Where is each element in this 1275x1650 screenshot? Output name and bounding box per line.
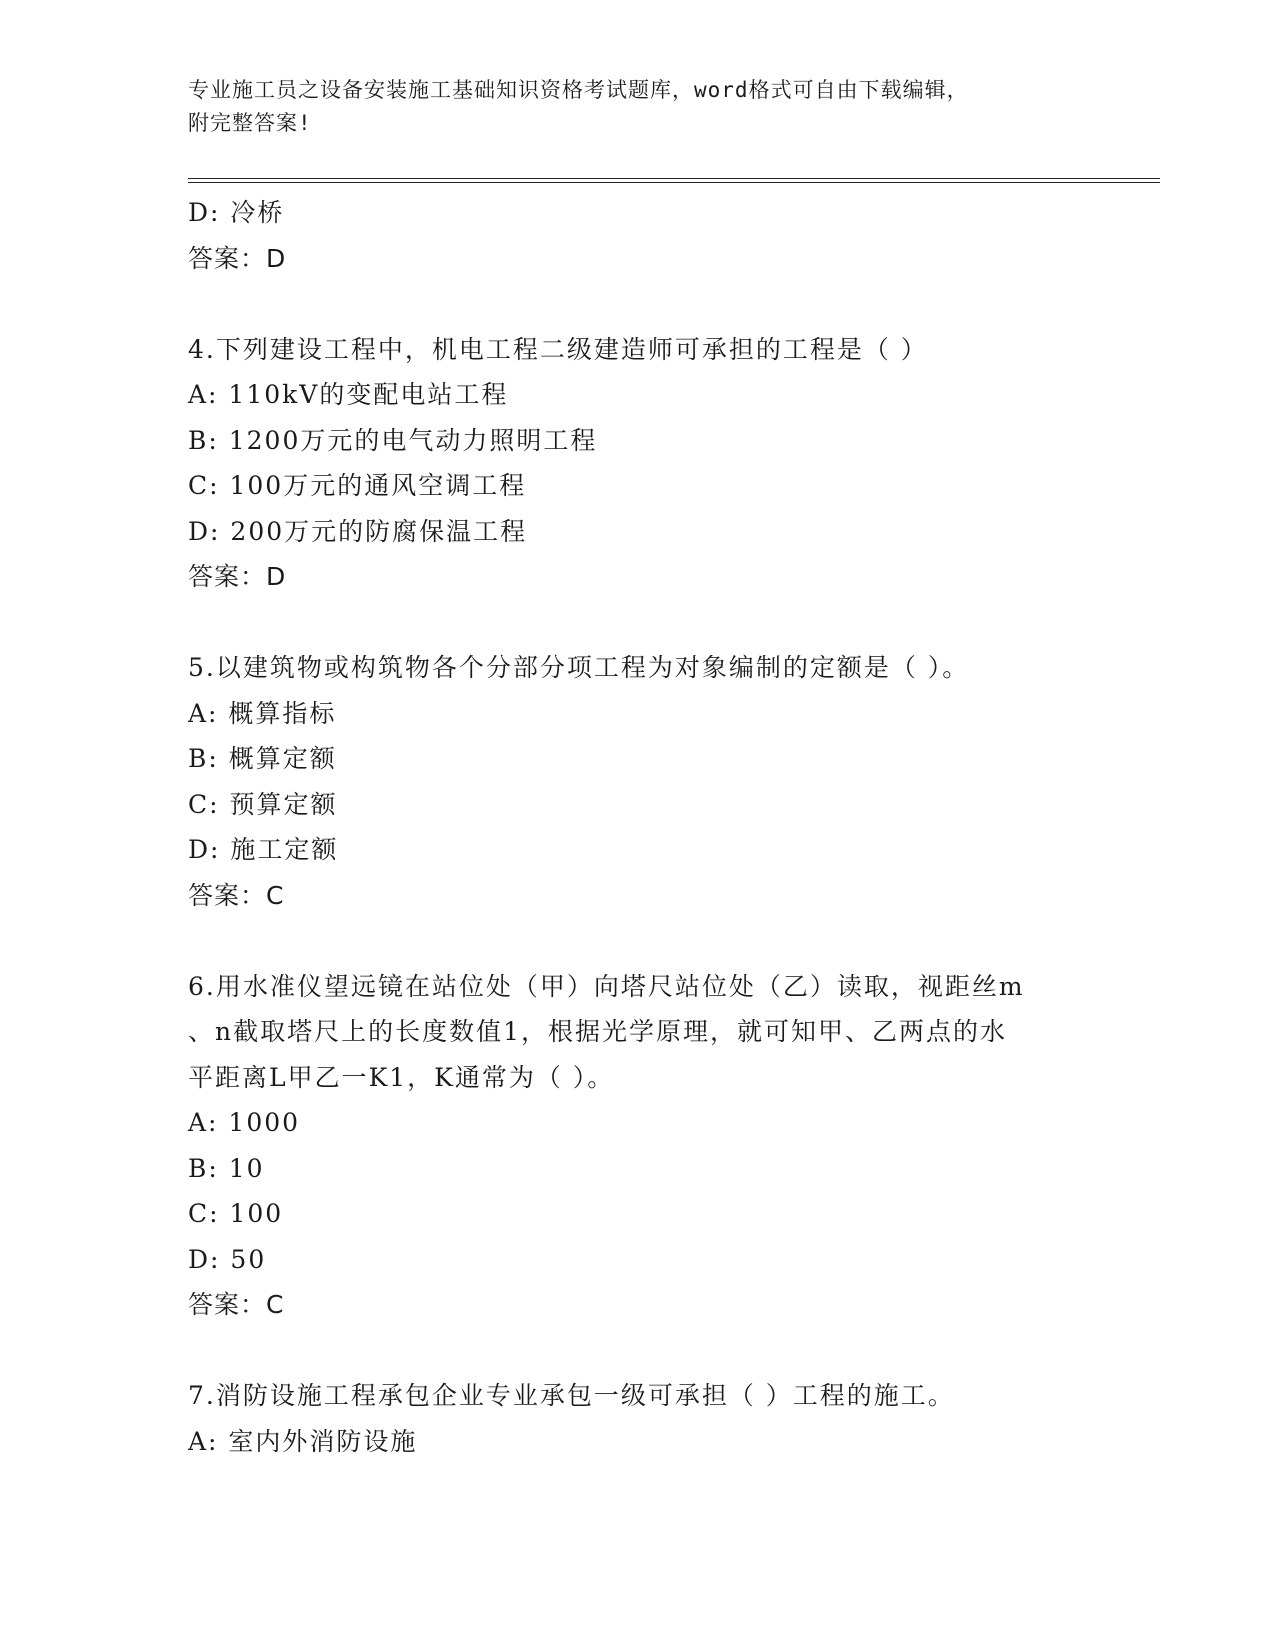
option-d: D: 冷桥 — [188, 198, 285, 227]
header-line-1: 专业施工员之设备安装施工基础知识资格考试题库，word格式可自由下载编辑， — [188, 78, 969, 102]
question-text: 4.下列建设工程中，机电工程二级建造师可承担的工程是（ ） — [188, 334, 928, 364]
question-block-7 — [188, 1373, 1088, 1464]
answer-line: 答案：D — [188, 562, 287, 591]
option-c: C: 100万元的通风空调工程 — [188, 471, 527, 500]
option-d: D: 200万元的防腐保温工程 — [188, 516, 528, 546]
spacer — [188, 1328, 1088, 1374]
question-text: 7.消防设施工程承包企业专业承包一级可承担（ ）工程的施工。 — [188, 1381, 955, 1410]
question-block-4 — [188, 327, 1088, 600]
option-c: C: 预算定额 — [188, 789, 338, 819]
option-b: B: 概算定额 — [188, 744, 337, 773]
option-a: A: 室内外消防设施 — [188, 1426, 418, 1456]
answer-line: 答案：D — [188, 243, 287, 273]
option-a: A: 概算指标 — [188, 698, 337, 728]
question-list — [188, 190, 1088, 1464]
document-header — [188, 74, 1088, 140]
spacer — [188, 281, 1088, 327]
question-text-line-1: 6.用水准仪望远镜在站位处（甲）向塔尺站位处（乙）读取，视距丝m — [188, 971, 1025, 1001]
question-text-line-2: 、n截取塔尺上的长度数值1，根据光学原理，就可知甲、乙两点的水 — [188, 1017, 1008, 1046]
header-line-2: 附完整答案! — [188, 111, 312, 135]
option-d: D: 施工定额 — [188, 835, 339, 864]
spacer — [188, 600, 1088, 646]
question-text: 5.以建筑物或构筑物各个分部分项工程为对象编制的定额是（ ）。 — [188, 653, 970, 682]
question-text-line-3: 平距离L甲乙一K1，K通常为（ ）。 — [188, 1062, 615, 1092]
option-b: B: 10 — [188, 1153, 265, 1183]
option-d: D: 50 — [188, 1244, 267, 1274]
option-a: A: 110kV的变配电站工程 — [188, 380, 509, 409]
answer-line: 答案：C — [188, 880, 285, 910]
question-block-5 — [188, 645, 1088, 918]
spacer — [188, 918, 1088, 964]
option-c: C: 100 — [188, 1199, 284, 1228]
option-a: A: 1000 — [188, 1108, 301, 1137]
header-divider — [188, 178, 1160, 183]
option-b: B: 1200万元的电气动力照明工程 — [188, 425, 598, 455]
question-block-6 — [188, 964, 1088, 1328]
answer-line: 答案：C — [188, 1290, 285, 1319]
